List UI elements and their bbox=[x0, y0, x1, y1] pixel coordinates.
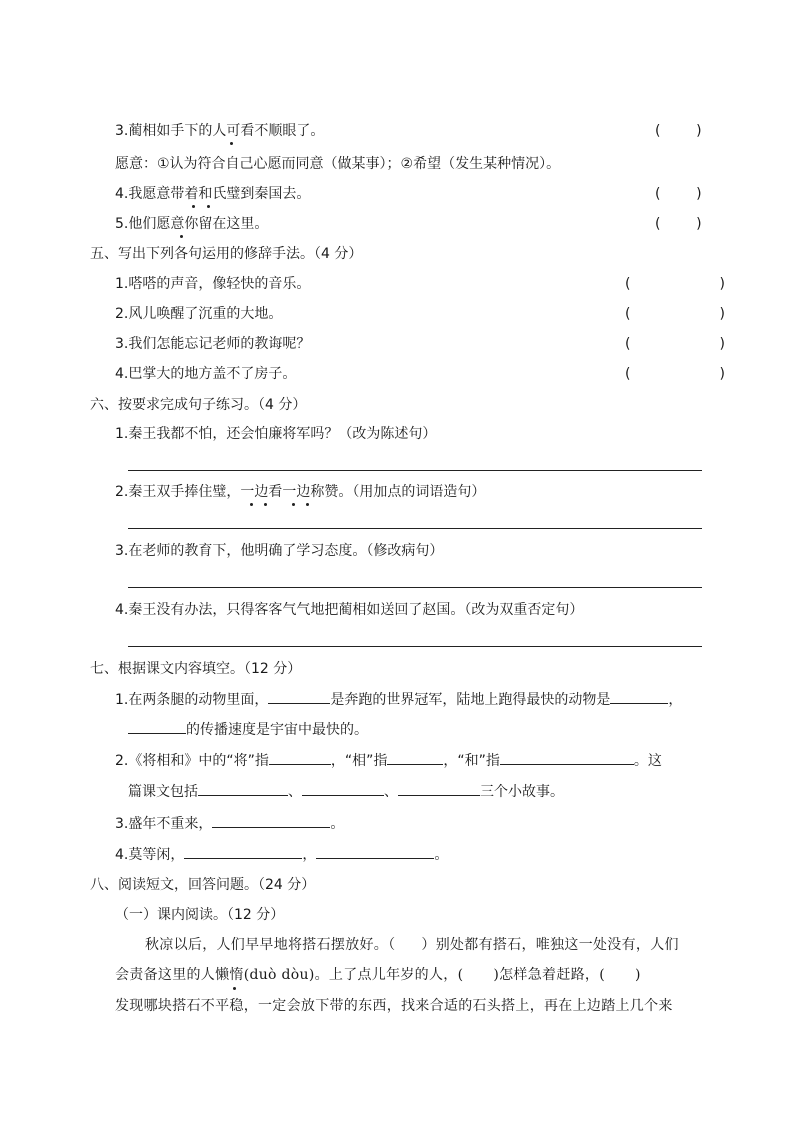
fill-blank[interactable] bbox=[302, 781, 384, 796]
fill-text: 是奔跑的世界冠军，陆地上跑得最快的动物是 bbox=[330, 692, 611, 708]
section-title: 七、根据课文内容填空。（12 分） bbox=[90, 661, 302, 677]
emphasis-dot bbox=[192, 205, 195, 208]
fill-text: 三个小故事。 bbox=[480, 784, 564, 800]
fill-text: 。这 bbox=[633, 753, 662, 769]
emphasis-dot bbox=[306, 503, 309, 506]
fill-text: 篇课文包括 bbox=[128, 784, 198, 800]
emphasis-dot bbox=[230, 142, 233, 145]
fill-text: 。 bbox=[434, 847, 449, 863]
sentence-task: 2.秦王双手捧住璧，一边看一边称赞。（用加点的词语造句） bbox=[115, 484, 486, 500]
passage-text: )怎样急着赶路，( bbox=[493, 967, 605, 983]
fill-q2-line1 bbox=[115, 750, 662, 771]
fill-text: 1.在两条腿的动物里面， bbox=[115, 692, 269, 708]
answer-line[interactable] bbox=[128, 587, 702, 588]
fill-text: 。 bbox=[330, 816, 345, 832]
fill-text: 4.莫等闲， bbox=[115, 847, 185, 863]
fill-blank[interactable] bbox=[610, 689, 668, 704]
sentence-task: 4.秦王没有办法，只得客客气气地把蔺相如送回了赵国。（改为双重否定句） bbox=[115, 602, 584, 618]
fill-text: 、 bbox=[384, 784, 398, 800]
answer-paren[interactable]: ( ) bbox=[625, 276, 725, 292]
rhetoric-item: 2.风儿唤醒了沉重的大地。 bbox=[115, 306, 283, 322]
subsection-title: （一）课内阅读。（12 分） bbox=[115, 907, 285, 923]
passage-line bbox=[115, 965, 641, 985]
passage-text: 会责备这里的人懒惰(duò dòu)。上了点儿年岁的人，( bbox=[115, 967, 464, 983]
fill-text: ，“和”指 bbox=[443, 753, 500, 769]
emphasis-dot bbox=[180, 235, 183, 238]
answer-paren[interactable]: ( ) bbox=[655, 216, 702, 232]
passage-line: 发现哪块搭石不平稳，一定会放下带的东西，找来合适的石头搭上，再在上边踏上几个来 bbox=[115, 998, 673, 1014]
fill-text: ， bbox=[302, 847, 317, 863]
passage-text: ) bbox=[634, 967, 641, 983]
passage-line bbox=[145, 935, 679, 955]
fill-q3 bbox=[115, 813, 344, 834]
sentence-task: 3.在老师的教育下，他明确了学习态度。（修改病句） bbox=[115, 543, 444, 559]
answer-line[interactable] bbox=[128, 528, 702, 529]
fill-blank[interactable] bbox=[387, 750, 443, 765]
emphasis-dot bbox=[264, 503, 267, 506]
emphasis-dot bbox=[207, 205, 210, 208]
section-title: 五、写出下列各句运用的修辞手法。（4 分） bbox=[90, 246, 363, 262]
answer-paren[interactable]: ( ) bbox=[625, 366, 725, 382]
fill-blank[interactable] bbox=[128, 719, 186, 734]
passage-text: 秋凉以后，人们早早地将搭石摆放好。（ bbox=[145, 937, 396, 953]
definition-line: 愿意：①认为符合自己心愿而同意（做某事）；②希望（发生某种情况）。 bbox=[115, 156, 561, 172]
fill-blank[interactable] bbox=[269, 750, 331, 765]
fill-blank[interactable] bbox=[212, 813, 330, 828]
rhetoric-item: 3.我们怎能忘记老师的教诲呢？ bbox=[115, 336, 311, 352]
fill-q1-line1 bbox=[115, 689, 682, 710]
answer-paren[interactable]: ( ) bbox=[655, 123, 702, 139]
passage-text: ）别处都有搭石，唯独这一处没有，人们 bbox=[421, 937, 679, 953]
fill-q2-line2 bbox=[128, 781, 564, 802]
fill-q4 bbox=[115, 844, 448, 865]
q5-sentence: 5.他们愿意你留在这里。 bbox=[115, 216, 269, 232]
fill-blank[interactable] bbox=[500, 750, 634, 765]
rhetoric-item: 1.嗒嗒的声音，像轻快的音乐。 bbox=[115, 276, 311, 292]
emphasis-dot bbox=[233, 987, 236, 990]
rhetoric-item: 4.巴掌大的地方盖不了房子。 bbox=[115, 366, 297, 382]
section-title: 八、阅读短文，回答问题。（24 分） bbox=[90, 877, 316, 893]
fill-blank[interactable] bbox=[398, 781, 480, 796]
fill-text: 、 bbox=[288, 784, 302, 800]
fill-text: 3.盛年不重来， bbox=[115, 816, 213, 832]
q4-sentence: 4.我愿意带着和氏璧到秦国去。 bbox=[115, 186, 311, 202]
fill-blank[interactable] bbox=[198, 781, 288, 796]
answer-line[interactable] bbox=[128, 646, 702, 647]
fill-text: 的传播速度是宇宙中最快的。 bbox=[186, 722, 368, 738]
fill-blank[interactable] bbox=[316, 844, 434, 859]
answer-line[interactable] bbox=[128, 470, 702, 471]
fill-blank[interactable] bbox=[184, 844, 302, 859]
emphasis-dot bbox=[292, 503, 295, 506]
fill-blank[interactable] bbox=[268, 689, 330, 704]
answer-paren[interactable]: ( ) bbox=[625, 306, 725, 322]
answer-paren[interactable]: ( ) bbox=[655, 186, 702, 202]
fill-text: ，“相”指 bbox=[330, 753, 388, 769]
fill-text: 2.《将相和》中的“将”指 bbox=[115, 753, 269, 769]
emphasis-dot bbox=[250, 503, 253, 506]
sentence-task: 1.秦王我都不怕，还会怕廉将军吗？（改为陈述句） bbox=[115, 426, 437, 442]
q3-sentence: 3.蔺相如手下的人可看不顺眼了。 bbox=[115, 123, 325, 139]
section-title: 六、按要求完成句子练习。（4 分） bbox=[90, 397, 307, 413]
fill-q1-line2 bbox=[128, 719, 368, 740]
fill-text: ， bbox=[668, 692, 683, 708]
answer-paren[interactable]: ( ) bbox=[625, 336, 725, 352]
